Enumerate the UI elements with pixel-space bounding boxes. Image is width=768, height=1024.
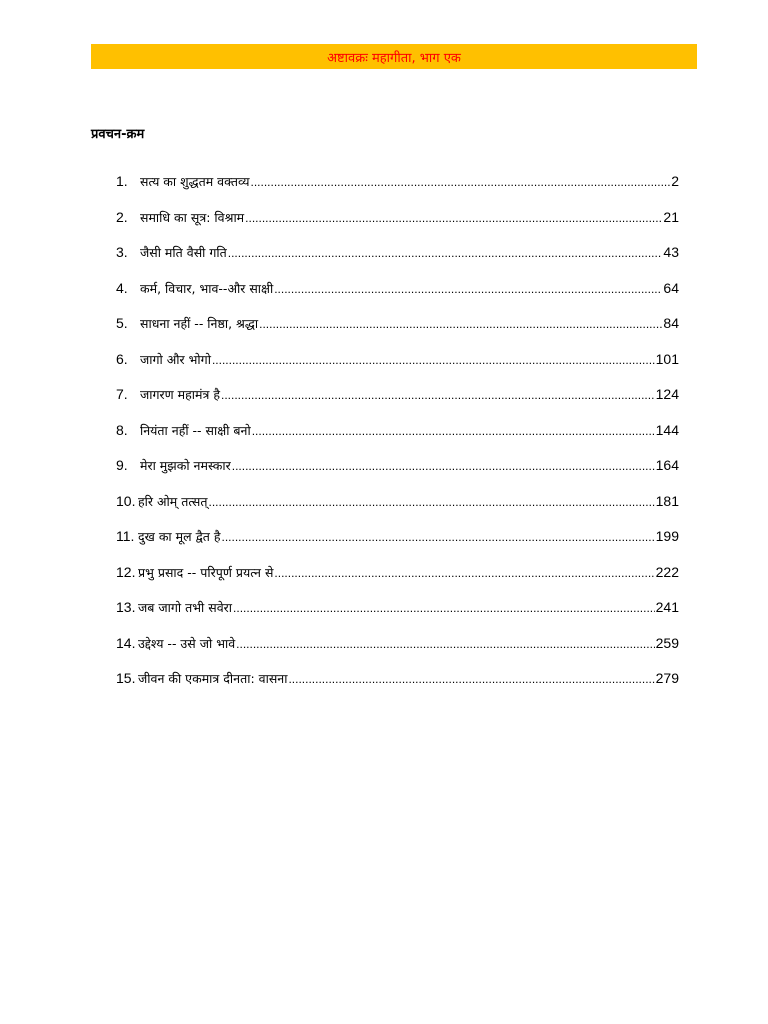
toc-item-number: 8. [116,421,128,438]
toc-item-title: सत्य का शुद्धतम वक्तव्य [140,174,250,189]
toc-item-page: 222 [655,563,679,580]
table-of-contents [116,173,679,706]
toc-item-number: 13. [116,599,136,615]
toc-dot-leader [208,495,654,509]
toc-dot-leader [274,566,654,580]
toc-item-number: 15. [116,670,136,686]
toc-item-4[interactable] [116,280,679,316]
toc-item-page: 124 [655,386,679,402]
header-bar [91,44,697,69]
toc-item-title: जैसी मति वैसी गति [140,245,227,260]
toc-item-number: 12. [116,563,136,580]
toc-item-page: 164 [655,457,679,473]
toc-item-title: जीवन की एकमात्र दीनता: वासना [138,671,288,686]
toc-item-14[interactable] [116,635,679,671]
toc-dot-leader [236,637,654,651]
toc-item-number: 3. [116,244,128,260]
toc-item-page: 2 [671,173,679,189]
toc-item-13[interactable] [116,599,679,635]
toc-item-15[interactable] [116,670,679,706]
toc-item-number: 14. [116,634,136,651]
toc-item-page: 64 [663,279,679,296]
toc-dot-leader [250,175,670,189]
toc-item-2[interactable] [116,209,679,245]
toc-item-page: 144 [655,421,679,438]
toc-item-title: जागरण महामंत्र है [140,387,221,402]
toc-item-number: 4. [116,279,128,296]
toc-item-title: जब जागो तभी सवेरा [138,600,233,615]
toc-item-title: जागो और भोगो [140,351,211,367]
toc-item-title: नियंता नहीं -- साक्षी बनो [140,422,251,438]
toc-item-page: 101 [655,350,679,367]
section-heading: प्रवचन-क्रम [91,127,145,142]
toc-item-11[interactable] [116,528,679,564]
toc-dot-leader [212,353,655,367]
toc-item-page: 181 [655,492,679,509]
toc-item-number: 7. [116,386,128,402]
toc-item-page: 43 [663,244,679,260]
toc-item-1[interactable] [116,173,679,209]
toc-item-title: दुख का मूल द्वैत है [138,529,221,544]
toc-item-number: 11. [116,528,135,544]
toc-item-number: 5. [116,315,128,331]
toc-item-number: 1. [116,173,128,189]
toc-item-title: साधना नहीं -- निष्ठा, श्रद्धा [140,316,259,331]
toc-item-page: 84 [663,315,679,331]
toc-item-title: मेरा मुझको नमस्कार [140,458,231,473]
toc-item-title: प्रभु प्रसाद -- परिपूर्ण प्रयत्न से [138,564,274,580]
toc-item-number: 9. [116,457,128,473]
toc-item-title: कर्म, विचार, भाव--और साक्षी [140,280,274,296]
toc-dot-leader [221,388,655,402]
toc-dot-leader [222,530,655,544]
toc-item-6[interactable] [116,351,679,387]
toc-item-3[interactable] [116,244,679,280]
book-title: अष्टावक्रः महागीता, भाग एक [327,50,461,66]
toc-dot-leader [245,211,662,225]
toc-item-8[interactable] [116,422,679,458]
toc-item-number: 10. [116,492,136,509]
toc-item-title: समाधि का सूत्र: विश्राम [140,209,245,225]
toc-item-7[interactable] [116,386,679,422]
toc-dot-leader [252,424,655,438]
toc-item-number: 2. [116,208,128,225]
toc-item-page: 199 [655,528,679,544]
toc-item-title: हरि ओम् तत्सत् [138,493,208,509]
toc-item-page: 259 [655,634,679,651]
toc-item-10[interactable] [116,493,679,529]
toc-dot-leader [259,317,662,331]
toc-dot-leader [233,601,655,615]
toc-item-9[interactable] [116,457,679,493]
toc-item-number: 6. [116,350,128,367]
toc-item-12[interactable] [116,564,679,600]
toc-dot-leader [228,246,663,260]
toc-item-5[interactable] [116,315,679,351]
toc-item-page: 21 [663,208,679,225]
toc-item-page: 279 [655,670,679,686]
toc-dot-leader [288,672,654,686]
toc-item-title: उद्देश्य -- उसे जो भावे [138,635,236,651]
toc-dot-leader [232,459,655,473]
toc-dot-leader [274,282,662,296]
toc-item-page: 241 [655,599,679,615]
